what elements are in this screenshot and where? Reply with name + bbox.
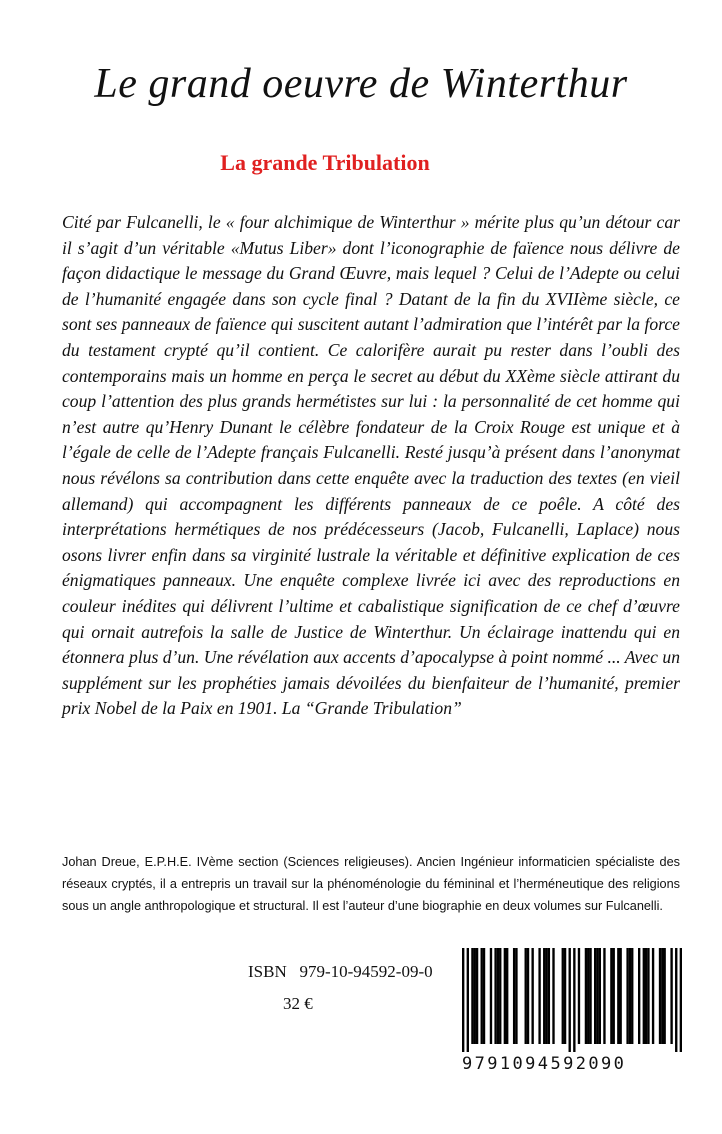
barcode-bar <box>631 948 633 1044</box>
barcode-bar <box>663 948 665 1044</box>
barcode-bar <box>515 948 517 1044</box>
barcode-bar <box>462 948 464 1052</box>
barcode-bar <box>562 948 564 1044</box>
barcode-bar <box>564 948 566 1044</box>
barcode-bar <box>531 948 533 1044</box>
isbn-line <box>248 962 448 982</box>
isbn-label: ISBN <box>248 962 287 981</box>
barcode-bar <box>652 948 654 1044</box>
cover-subtitle: La grande Tribulation <box>220 150 430 175</box>
barcode-bar <box>613 948 615 1044</box>
barcode-bar <box>494 948 496 1044</box>
barcode-bar <box>513 948 515 1044</box>
barcode-bar <box>578 948 580 1044</box>
barcode-bar <box>587 948 589 1044</box>
isbn-number: 979-10-94592-09-0 <box>299 962 433 981</box>
barcode-bar <box>594 948 596 1044</box>
barcode-bar <box>538 948 540 1044</box>
barcode-bar <box>483 948 485 1044</box>
barcode-bar <box>680 948 682 1052</box>
barcode-digits: 9791094592090 <box>462 1054 627 1074</box>
barcode-bar <box>659 948 661 1044</box>
barcode-bar <box>603 948 605 1044</box>
barcode-bar <box>645 948 647 1044</box>
barcode-bar <box>481 948 483 1044</box>
barcode-bar <box>629 948 631 1044</box>
barcode-bar <box>619 948 621 1044</box>
cover-title: Le grand oeuvre de Winterthur <box>94 61 628 107</box>
barcode-bar <box>610 948 612 1044</box>
barcode-bar <box>638 948 640 1044</box>
barcode-bar <box>548 948 550 1044</box>
barcode-bar <box>647 948 649 1044</box>
author-bio: Johan Dreue, E.P.H.E. IVème section (Sciences religieuses). Ancien Ingénieur informaticien spécialiste des réseaux cryptés, il a entrepris un travail sur la phénoménologie du fémininal et l’herméneutique des religions sous un angle anthropologique et structural. Il est l’auteur d’une biographie en deux volumes sur Fulcanelli. <box>62 855 680 913</box>
barcode-bar <box>675 948 677 1052</box>
barcode-bar <box>573 948 575 1052</box>
barcode-bar <box>552 948 554 1044</box>
back-cover-blurb: Cité par Fulcanelli, le « four alchimique de Winterthur » mérite plus qu’un détour car il s’agit d’un véritable «Mutus Liber» dont l’iconographie de faïence nous délivre de façon didactique le message du Grand Œuvre, mais lequel ? Celui de l’Adepte ou celui de l’humanité engagée dans son cycle final ? Datant de la fin du XVIIème siècle, ce sont ses panneaux de faïence qui suscitent autant l’admiration que l’intérêt par la force du testament crypté qu’il contient. Ce calorifère aurait pu rester dans l’oubli des contemporains mais un homme en perça le secret au début du XXème siècle attirant du coup l’attention des plus grands hermétistes sur lui : la personnalité de cet homme qui n’est autre qu’Henry Dunant le célèbre fondateur de la Croix Rouge est unique et à l’égale de celle de l’Adepte français Fulcanelli. Resté jusqu’à présent dans l’anonymat nous révélons sa contribution dans cette enquête avec la traduction des textes (en vieil allemand) qui accompagnent les différents panneaux de ce poêle. A côté des interprétations hermétiques de nos prédécesseurs (Jacob, Fulcanelli, Laplace) nous osons livrer enfin dans sa virginité lustrale la véritable et définitive explication de ces énigmatiques panneaux. Une enquête complexe livrée ici avec des reproductions en couleur inédites qui délivrent l’ultime et cabalistique signification de ce chef d’œuvre qui ornait autrefois la salle de Justice de Winterthur. Un éclairage inattendu qui en étonnera plus d’un. Une révélation aux accents d’apocalypse à point nommé ... Avec un supplément sur les prophéties jamais dévoilées du bienfaiteur de l’humanité, premier prix Nobel de la Paix en 1901. La “Grande Tribulation” <box>62 212 680 719</box>
barcode-bar <box>490 948 492 1044</box>
barcode-bar <box>661 948 663 1044</box>
barcode-bar <box>545 948 547 1044</box>
barcode-bar <box>504 948 506 1044</box>
barcode-bar <box>467 948 469 1052</box>
barcode <box>462 948 682 1082</box>
barcode-bar <box>585 948 587 1044</box>
barcode-bar <box>499 948 501 1044</box>
barcode-bar <box>543 948 545 1044</box>
barcode-bar <box>525 948 527 1044</box>
barcode-bar <box>474 948 476 1044</box>
barcode-bar <box>670 948 672 1044</box>
price: 32 € <box>283 994 313 1013</box>
barcode-bar <box>589 948 591 1044</box>
barcode-bar <box>617 948 619 1044</box>
barcode-bar <box>596 948 598 1044</box>
barcode-bar <box>471 948 473 1044</box>
barcode-bar <box>506 948 508 1044</box>
barcode-bar <box>476 948 478 1044</box>
barcode-bars <box>462 948 682 1052</box>
barcode-bar <box>497 948 499 1044</box>
barcode-bar <box>569 948 571 1052</box>
barcode-bar <box>626 948 628 1044</box>
barcode-bar <box>599 948 601 1044</box>
barcode-bar <box>643 948 645 1044</box>
barcode-bar <box>527 948 529 1044</box>
